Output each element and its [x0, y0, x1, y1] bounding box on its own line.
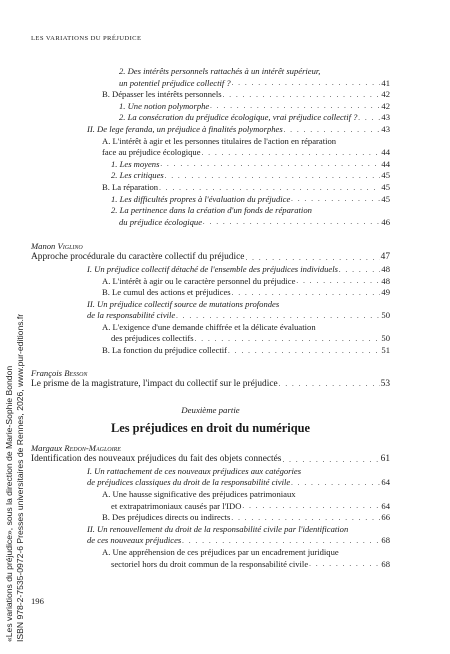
toc-entry: A. L'exigence d'une demande chiffrée et la délicate évaluation des préjudices collectifs . . . 50 [31, 322, 390, 345]
running-head: LES VARIATIONS DU PRÉJUDICE [31, 35, 142, 42]
toc-entry: II. De lege feranda, un préjudice à finalités polymorphes . . . 43 [31, 124, 390, 136]
toc-page-number: 45 [381, 193, 390, 204]
toc-page-number: 51 [381, 345, 390, 356]
page-number: 196 [31, 596, 44, 606]
toc-entry: A. L'intérêt à agir ou le caractère personnel du préjudice . . . 48 [31, 276, 390, 288]
toc-entry: II. Un renouvellement du droit de la responsabilité civile par l'identification de ces nouveaux préjudices . . . 68 [31, 524, 390, 547]
toc-page-number: 50 [381, 310, 390, 321]
toc-page-number: 45 [381, 181, 390, 192]
toc-page-number: 41 [381, 77, 390, 88]
toc-page-number: 68 [381, 535, 390, 546]
side-credit-line-2: ISBN 978-2-7535-0972-6 Presses universitaires de Rennes, 2026, www.pur-editions.fr [15, 313, 25, 642]
toc-page-number: 43 [381, 123, 390, 134]
toc-entry-text: 2. Des intérêts personnels rattachés à un intérêt supérieur, [119, 66, 321, 76]
toc-page-number: 50 [381, 333, 390, 344]
toc-entry [31, 66, 390, 89]
toc-entry: B. Le cumul des actions et préjudices . . . 49 [31, 287, 390, 299]
toc-entry-text: un potentiel préjudice collectif ? [119, 77, 231, 88]
side-credit-line-1: «Les variations du préjudice», sous la direction de Marie-Sophie Bondon [4, 365, 14, 642]
toc-entry: I. Un rattachement de ces nouveaux préjudices aux catégories de préjudices classiques du droit de la responsabilité civile . . . 64 [31, 466, 390, 489]
chapter-title: Approche procédurale du caractère collectif du préjudice . . . 47 [31, 252, 390, 264]
toc-page-number: 64 [381, 477, 390, 488]
toc-page-number: 47 [380, 252, 390, 263]
toc-entry: B. Dépasser les intérêts personnels . . . 42 [31, 89, 390, 101]
toc-entry: B. La fonction du préjudice collectif . . . 51 [31, 345, 390, 357]
toc-entry: 1. Les moyens . . . 44 [31, 159, 390, 171]
chapter-title: Identification des nouveaux préjudices du fait des objets connectés . . . 61 [31, 454, 390, 466]
toc-page-number: 44 [381, 147, 390, 158]
toc-entry: 1. Les difficultés propres à l'évaluation du préjudice . . . 45 [31, 194, 390, 206]
toc-entry: A. Une appréhension de ces préjudices par un encadrement juridique sectoriel hors du droit commun de la responsabilité civile . . . 68 [31, 547, 390, 570]
toc-entry: A. Une hausse significative des préjudices patrimoniaux et extrapatrimoniaux causés par l'IDO . . . 64 [31, 489, 390, 512]
toc-page-number: 48 [381, 263, 390, 274]
toc-page-number: 43 [381, 112, 390, 123]
toc-page-number: 61 [380, 454, 390, 465]
author-name: Manon Viglino [31, 241, 83, 252]
toc-entry: 2. La consécration du préjudice écologique, vrai préjudice collectif ? . . . 43 [31, 112, 390, 124]
toc-page-number: 64 [381, 500, 390, 511]
toc-entry: I. Un préjudice collectif détaché de l'ensemble des préjudices individuels . . . 48 [31, 264, 390, 276]
toc-entry: B. La réparation . . . 45 [31, 182, 390, 194]
toc-entry: B. Des préjudices directs ou indirects . . . 66 [31, 512, 390, 524]
toc-entry: A. L'intérêt à agir et les personnes titulaires de l'action en réparation face au préjudice écologique . . . 44 [31, 136, 390, 159]
toc-page-number: 45 [381, 170, 390, 181]
toc-page-number: 44 [381, 158, 390, 169]
toc-page-number: 42 [381, 89, 390, 100]
part-title: Les préjudices en droit du numérique [110, 421, 311, 436]
author-name: François Besson [31, 367, 88, 378]
part-label: Deuxième partie [181, 405, 240, 416]
toc-page-number: 42 [381, 100, 390, 111]
toc-page-number: 68 [381, 558, 390, 569]
toc-page-number: 49 [381, 287, 390, 298]
toc-page-number: 46 [381, 216, 390, 227]
toc-page-number: 53 [380, 378, 390, 389]
toc-entry: 2. La pertinence dans la création d'un fonds de réparation du préjudice écologique . . . 46 [31, 205, 390, 228]
toc-entry: II. Un préjudice collectif source de mutations profondes de la responsabilité civile . . . 50 [31, 299, 390, 322]
author-name: Margaux Redon-Magloire [31, 443, 121, 454]
toc-page-number: 48 [381, 275, 390, 286]
chapter-title: Le prisme de la magistrature, l'impact du collectif sur le préjudice . . . 53 [31, 379, 390, 391]
side-credit [4, 314, 26, 642]
table-of-contents [31, 66, 390, 570]
toc-entry: 2. Les critiques . . . 45 [31, 170, 390, 182]
toc-entry: 1. Une notion polymorphe . . . 42 [31, 101, 390, 113]
toc-page-number: 66 [381, 512, 390, 523]
